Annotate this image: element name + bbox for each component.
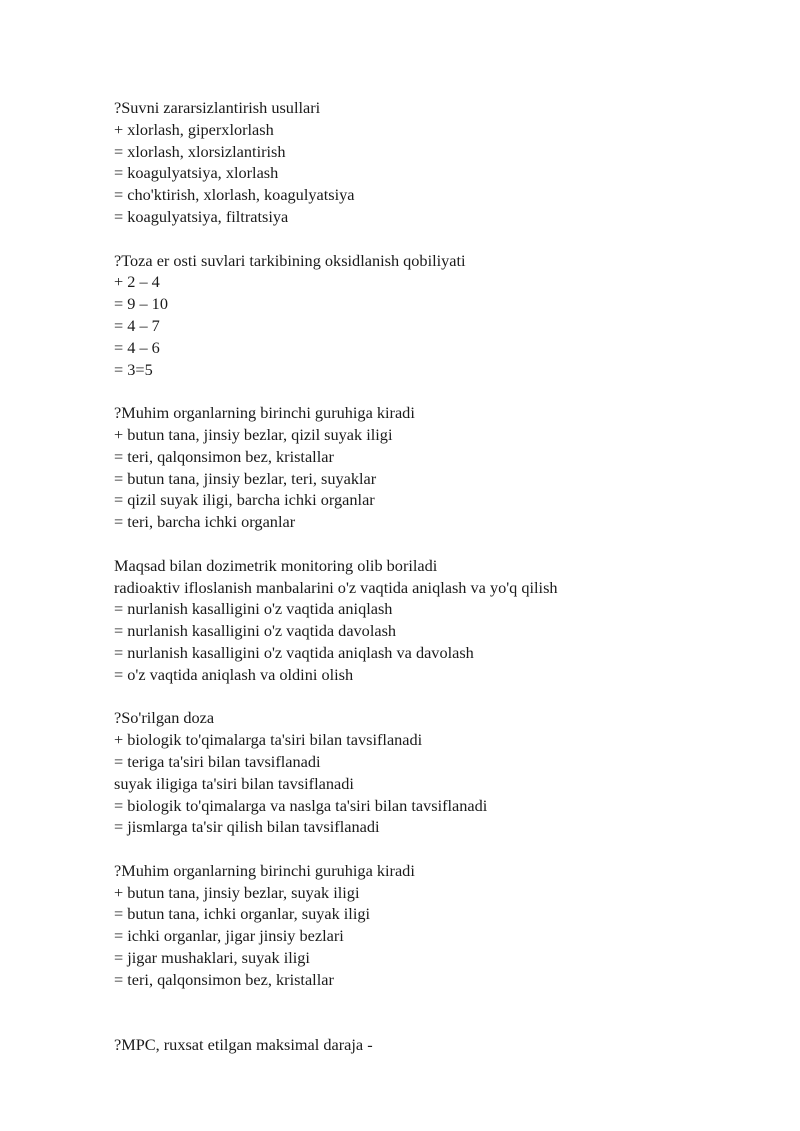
block-spacer [114, 228, 774, 250]
document-page [114, 97, 774, 1056]
answer-option-line: = nurlanish kasalligini o'z vaqtida davolash [114, 621, 397, 641]
answer-option-line: = jigar mushaklari, suyak iligi [114, 948, 310, 968]
correct-answer-line: + biologik to'qimalarga ta'siri bilan tavsiflanadi [114, 730, 423, 750]
answer-option-line: = xlorlash, xlorsizlantirish [114, 141, 286, 161]
correct-answer-line: + butun tana, jinsiy bezlar, suyak iligi [114, 882, 360, 902]
answer-option-line: = nurlanish kasalligini o'z vaqtida aniqlash va davolash [114, 642, 474, 662]
question-line: ?Muhim organlarning birinchi guruhiga kiradi [114, 860, 415, 880]
answer-option-line: suyak iligiga ta'siri bilan tavsiflanadi [114, 773, 354, 793]
answer-option-line: = teriga ta'siri bilan tavsiflanadi [114, 751, 321, 771]
answer-option-line: = 3=5 [114, 359, 153, 379]
correct-answer-line: + 2 – 4 [114, 272, 160, 292]
question-line: ?Toza er osti suvlari tarkibining oksidlanish qobiliyati [114, 250, 466, 270]
question-block [114, 402, 774, 533]
answer-option-line: = nurlanish kasalligini o'z vaqtida aniqlash [114, 599, 393, 619]
answer-option-line: = butun tana, ichki organlar, suyak iligi [114, 904, 371, 924]
block-spacer [114, 380, 774, 402]
answer-option-line: = koagulyatsiya, filtratsiya [114, 206, 289, 226]
answer-option-line: = 9 – 10 [114, 294, 168, 314]
correct-answer-line: radioaktiv ifloslanish manbalarini o'z vaqtida aniqlash va yo'q qilish [114, 577, 558, 597]
question-block [114, 1034, 774, 1056]
answer-option-line: = teri, qalqonsimon bez, kristallar [114, 969, 334, 989]
answer-option-line: = biologik to'qimalarga va naslga ta'siri bilan tavsiflanadi [114, 795, 488, 815]
question-line: ?Suvni zararsizlantirish usullari [114, 98, 321, 117]
answer-option-line: = o'z vaqtida aniqlash va oldini olish [114, 664, 354, 684]
question-line: Maqsad bilan dozimetrik monitoring olib boriladi [114, 555, 438, 575]
question-block [114, 707, 774, 838]
question-block [114, 555, 774, 686]
question-line: ?MPC, ruxsat etilgan maksimal daraja - [114, 1035, 373, 1055]
answer-option-line: = 4 – 6 [114, 337, 160, 357]
question-line: ?So'rilgan doza [114, 708, 215, 728]
answer-option-line: = qizil suyak iligi, barcha ichki organlar [114, 490, 375, 510]
block-spacer [114, 838, 774, 860]
question-line: ?Muhim organlarning birinchi guruhiga kiradi [114, 403, 415, 423]
answer-option-line: = koagulyatsiya, xlorlash [114, 163, 279, 183]
block-spacer [114, 991, 774, 1035]
question-block [114, 250, 774, 381]
correct-answer-line: + butun tana, jinsiy bezlar, qizil suyak iligi [114, 424, 393, 444]
question-block [114, 97, 774, 228]
answer-option-line: = cho'ktirish, xlorlash, koagulyatsiya [114, 185, 355, 205]
correct-answer-line: + xlorlash, giperxlorlash [114, 119, 274, 139]
block-spacer [114, 686, 774, 708]
answer-option-line: = jismlarga ta'sir qilish bilan tavsiflanadi [114, 817, 380, 837]
answer-option-line: = butun tana, jinsiy bezlar, teri, suyaklar [114, 468, 377, 488]
answer-option-line: = teri, qalqonsimon bez, kristallar [114, 446, 334, 466]
answer-option-line: = teri, barcha ichki organlar [114, 512, 296, 532]
question-block [114, 860, 774, 991]
answer-option-line: = ichki organlar, jigar jinsiy bezlari [114, 926, 344, 946]
block-spacer [114, 533, 774, 555]
answer-option-line: = 4 – 7 [114, 315, 160, 335]
